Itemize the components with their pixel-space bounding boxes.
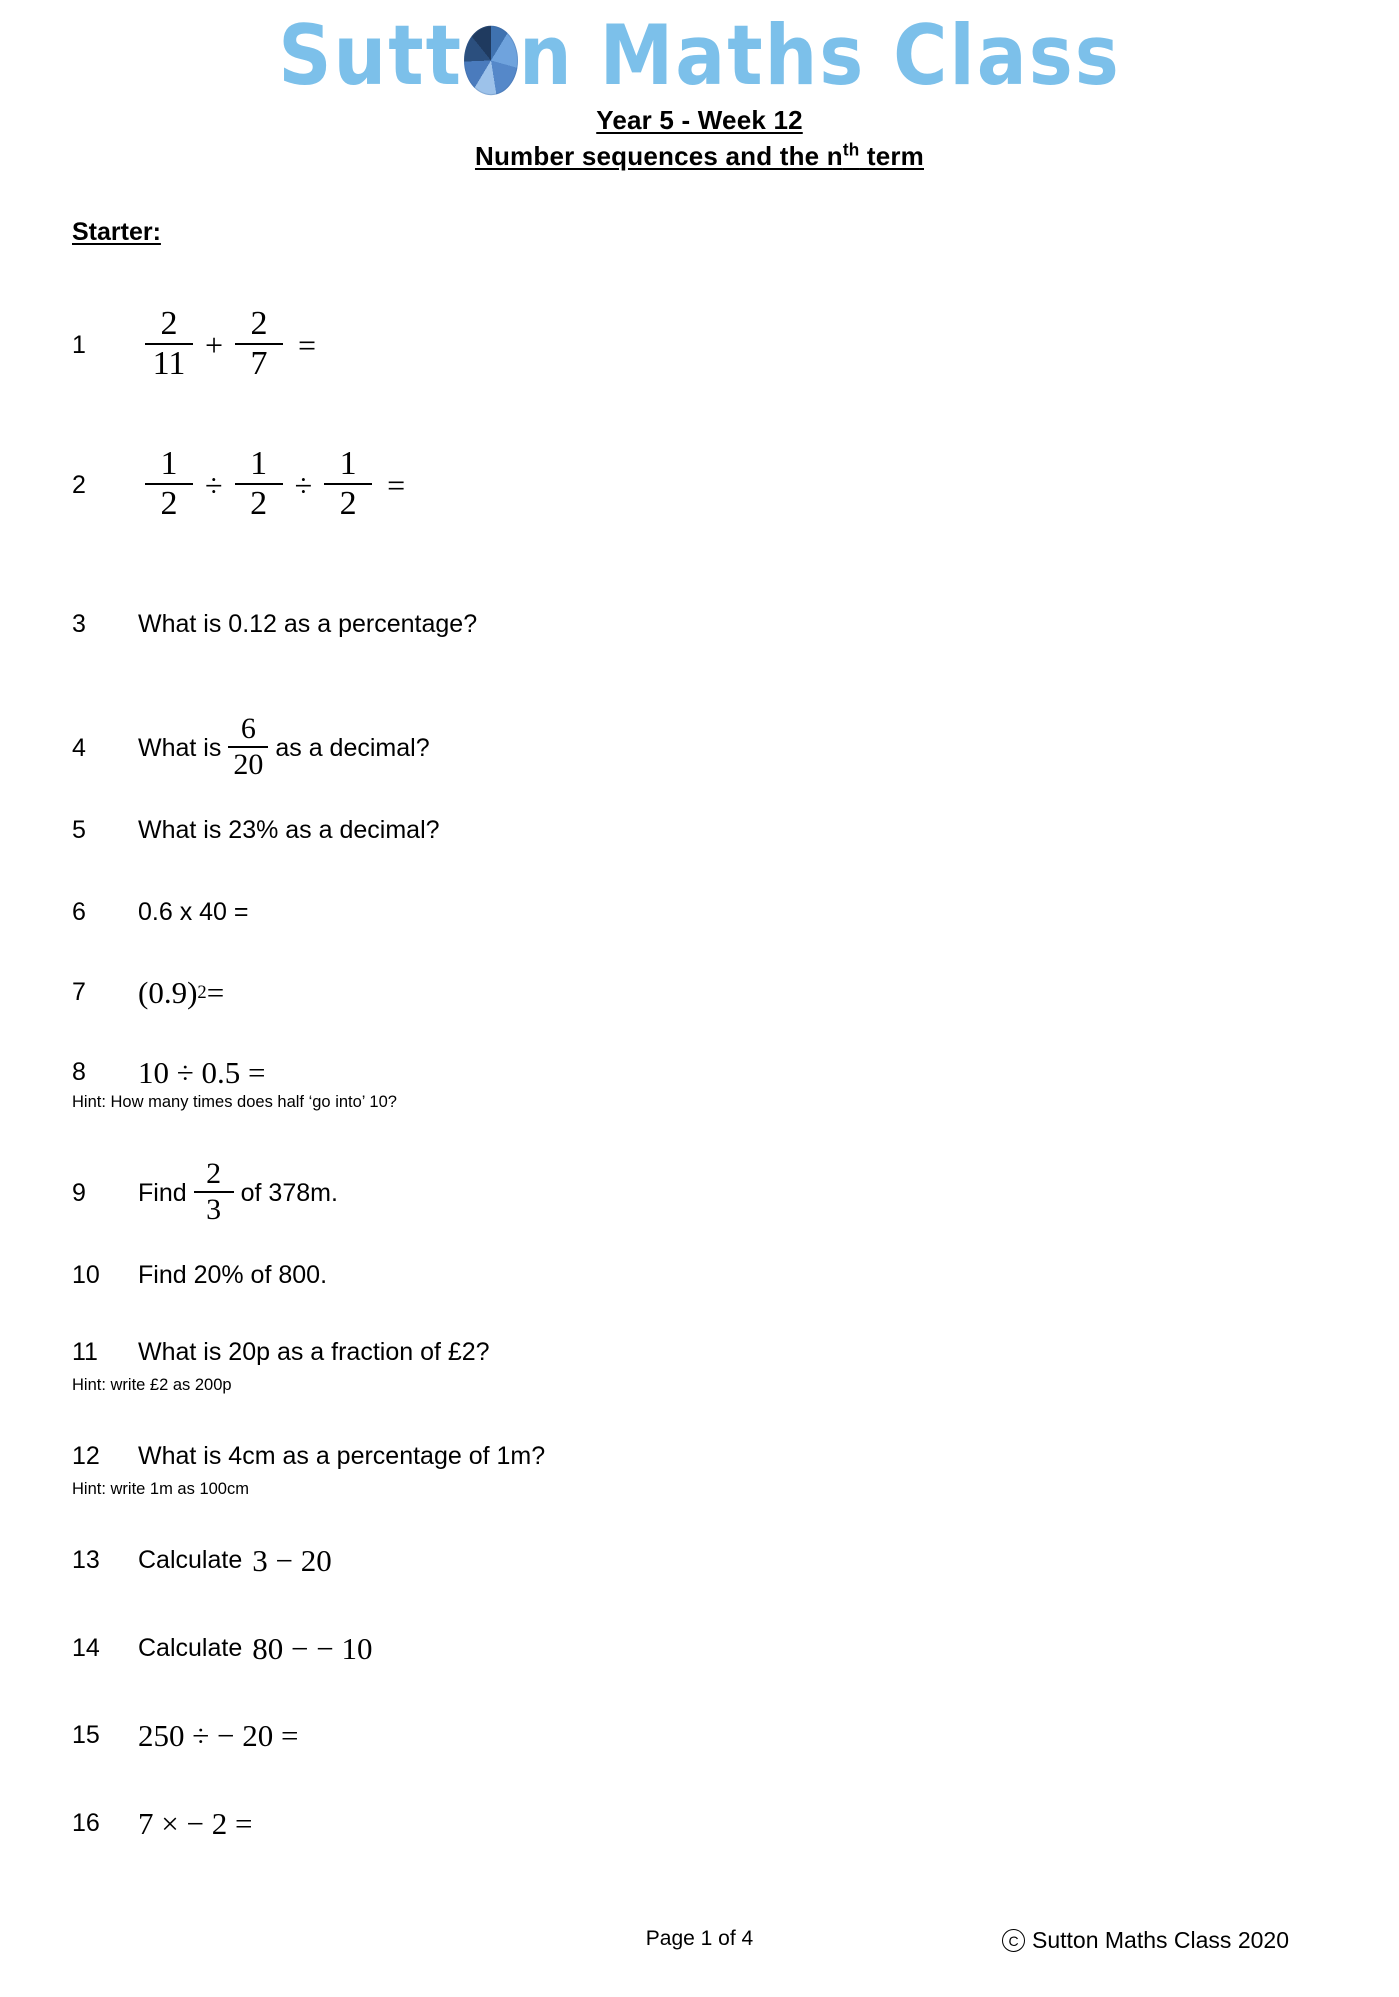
page-footer — [0, 1927, 1399, 1961]
question-number: 12 — [72, 1442, 100, 1470]
question-text: 0.6 x 40 = — [138, 898, 249, 926]
question-content: (0.9) 2 = — [138, 975, 225, 1010]
fraction-denominator: 2 — [160, 485, 178, 522]
question-expression: 7 × − 2 = — [138, 1806, 253, 1841]
question-number: 15 — [72, 1721, 100, 1749]
question-number: 8 — [72, 1058, 86, 1086]
logo-text — [278, 7, 1121, 105]
fraction — [235, 307, 283, 381]
question-number: 13 — [72, 1546, 100, 1574]
question-number: 4 — [72, 733, 86, 762]
question-label: Calculate — [138, 1634, 243, 1662]
fraction-numerator: 6 — [240, 712, 256, 745]
question-row-8 — [72, 1057, 266, 1088]
pie-chart-icon — [464, 26, 518, 95]
question-text-after: of 378m. — [240, 1178, 338, 1207]
question-number: 11 — [72, 1338, 98, 1366]
question-text: What is 0.12 as a percentage? — [138, 610, 478, 638]
question-text: What is 23% as a decimal? — [138, 816, 440, 844]
operator-divide: ÷ — [205, 467, 223, 503]
question-content — [138, 445, 406, 522]
question-expression: 3 − 20 — [252, 1543, 332, 1578]
operator-divide: ÷ — [294, 467, 313, 503]
question-row-13 — [72, 1545, 332, 1576]
question-content — [138, 818, 440, 843]
starter-heading: Starter: — [72, 218, 161, 246]
question-hint-8: Hint: How many times does half ‘go into’ 10? — [72, 1093, 397, 1111]
fraction-denominator: 11 — [152, 345, 186, 382]
question-content — [138, 1340, 490, 1365]
question-row-6 — [72, 900, 249, 925]
question-content — [138, 1057, 266, 1088]
fraction-denominator: 7 — [250, 345, 268, 382]
question-text-before: Find — [138, 1178, 187, 1207]
question-content — [138, 1808, 252, 1839]
question-content — [138, 1545, 332, 1576]
question-hint-12: Hint: write 1m as 100cm — [72, 1480, 249, 1498]
fraction — [235, 447, 283, 521]
question-text-before: What is — [138, 733, 222, 762]
question-row-7 — [72, 977, 224, 1008]
fraction — [194, 1159, 234, 1225]
fraction-numerator: 1 — [339, 445, 357, 482]
title-topic-text — [475, 141, 924, 171]
question-row-15 — [72, 1720, 298, 1751]
equals-sign: = — [387, 467, 406, 503]
question-row-12 — [72, 1444, 545, 1469]
fraction — [324, 447, 372, 521]
question-number: 9 — [72, 1178, 86, 1207]
title-topic-before: Number sequences and the n — [474, 141, 843, 172]
fraction-denominator: 3 — [206, 1193, 222, 1226]
question-number: 2 — [72, 470, 86, 499]
question-number: 14 — [72, 1634, 100, 1662]
question-row-1 — [72, 305, 317, 382]
question-label: Calculate — [138, 1546, 243, 1574]
site-logo — [0, 4, 1399, 108]
question-row-14 — [72, 1633, 372, 1664]
fraction-denominator: 2 — [339, 485, 357, 522]
page-title — [0, 104, 1399, 172]
question-text: What is 4cm as a percentage of 1m? — [138, 1442, 546, 1470]
question-content — [138, 612, 477, 637]
copyright-text: Sutton Maths Class 2020 — [1032, 1927, 1289, 1953]
logo-words: Maths Class — [599, 7, 1121, 105]
question-content — [138, 305, 317, 382]
fraction — [228, 714, 268, 780]
question-expression: 10 ÷ 0.5 = — [138, 1055, 266, 1090]
question-text: What is 20p as a fraction of £2? — [138, 1338, 490, 1366]
question-number: 10 — [72, 1261, 100, 1289]
question-text-after: as a decimal? — [275, 733, 430, 762]
question-row-16 — [72, 1808, 252, 1839]
copyright-notice — [1002, 1927, 1289, 1954]
question-row-10 — [72, 1263, 327, 1288]
fraction-numerator: 1 — [160, 445, 178, 482]
question-content — [138, 1633, 372, 1664]
title-line-week — [0, 104, 1399, 136]
page-number: Page 1 of 4 — [645, 1927, 754, 1950]
question-number: 1 — [72, 330, 86, 359]
question-expression: 250 ÷ − 20 = — [138, 1718, 299, 1753]
fraction-numerator: 2 — [250, 305, 268, 342]
question-content — [138, 900, 249, 925]
fraction-denominator: 2 — [250, 485, 268, 522]
question-number: 5 — [72, 816, 86, 844]
title-topic-sup: th — [842, 139, 860, 160]
question-number: 3 — [72, 610, 86, 638]
expression-base: (0.9) — [138, 975, 198, 1010]
question-number: 7 — [72, 978, 86, 1006]
question-number: 6 — [72, 898, 86, 926]
question-row-4 — [72, 712, 430, 781]
question-content — [138, 1444, 545, 1469]
fraction-denominator: 20 — [233, 748, 264, 781]
question-content — [138, 1720, 298, 1751]
fraction-numerator: 2 — [206, 1157, 222, 1190]
copyright-icon: C — [1002, 1929, 1025, 1952]
equals-sign: = — [298, 327, 317, 363]
fraction-numerator: 1 — [250, 445, 268, 482]
title-topic-after: term — [859, 141, 924, 172]
fraction — [145, 447, 193, 521]
fraction — [145, 307, 193, 381]
question-row-5 — [72, 818, 440, 843]
expression-tail: = — [206, 975, 225, 1010]
question-content — [138, 712, 430, 781]
operator-plus: + — [205, 327, 224, 363]
question-row-2 — [72, 445, 406, 522]
question-row-11 — [72, 1340, 490, 1365]
question-number: 16 — [72, 1809, 100, 1837]
logo-text-before: Sutt — [278, 7, 463, 105]
logo-text-after: n — [518, 7, 574, 105]
title-week-text: Year 5 - Week 12 — [596, 105, 803, 135]
question-row-9 — [72, 1157, 338, 1226]
question-hint-11: Hint: write £2 as 200p — [72, 1376, 232, 1394]
question-content — [138, 1157, 338, 1226]
fraction-numerator: 2 — [160, 305, 178, 342]
title-line-topic — [0, 140, 1399, 172]
question-content — [138, 1263, 327, 1288]
question-row-3 — [72, 612, 477, 637]
question-expression: 80 − − 10 — [252, 1631, 373, 1666]
question-text: Find 20% of 800. — [138, 1261, 328, 1289]
